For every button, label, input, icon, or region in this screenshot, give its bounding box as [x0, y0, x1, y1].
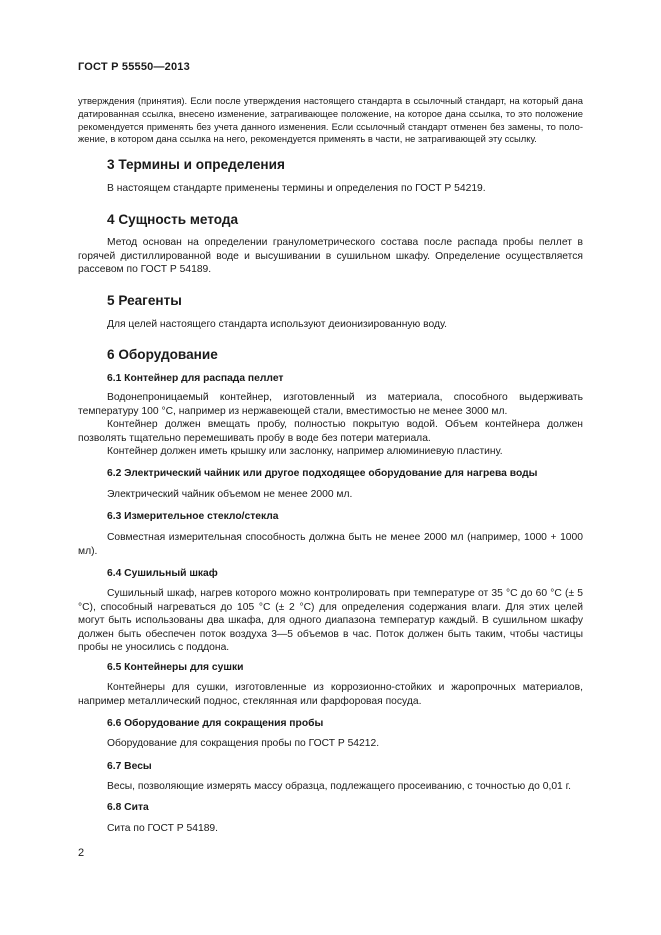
page-number: 2	[78, 847, 85, 859]
section-6-3-text: Совместная измерительная способность должна быть не менее 2000 мл (например, 1000 + 1000 мл).	[78, 532, 583, 557]
intro-paragraph	[78, 95, 583, 146]
section-6-6-body	[78, 737, 583, 751]
section-6-5-body	[78, 681, 583, 708]
section-6-3-title: 6.3 Измерительное стекло/стекла	[107, 511, 279, 522]
section-6-1-title: 6.1 Контейнер для распада пеллет	[107, 373, 284, 384]
section-6-5-title: 6.5 Контейнеры для сушки	[107, 662, 244, 673]
section-6-1-p1: Водонепроницаемый контейнер, изготовленный из материала, способного выдерживать температуру 100 °С, например из нержавеющей стали, вместимостью не менее 3000 мл.	[78, 392, 583, 417]
section-6-6-title: 6.6 Оборудование для сокращения пробы	[107, 718, 324, 729]
section-6-7-body	[78, 780, 583, 794]
section-6-6-text: Оборудование для сокращения пробы по ГОСТ Р 54212.	[107, 738, 380, 749]
section-6-title: 6 Оборудование	[107, 347, 218, 362]
section-6-3-body	[78, 531, 583, 558]
section-5-body	[78, 318, 583, 332]
standard-header: ГОСТ Р 55550—2013	[78, 61, 190, 73]
section-6-8-title: 6.8 Сита	[107, 802, 149, 813]
section-6-1-p3: Контейнер должен иметь крышку или заслонку, например алюминиевую пластину.	[107, 446, 503, 458]
intro-text: утверждения (принятия). Если после утверждения настоящего стандарта в ссылочный стандарт, на который дана датированная ссылка, внесено изменение, затрагивающее положение, на которое дана ссылка, то это положение рекомендуется применять без учета данного изменения. Если ссылочный стандарт отменен без замены, то поло-жение, в котором дана ссылка на него, рекомендуется применять в части, не затрагивающей эту ссылку.	[78, 95, 583, 145]
section-6-4-title: 6.4 Сушильный шкаф	[107, 568, 218, 579]
section-6-7-title: 6.7 Весы	[107, 761, 152, 772]
section-6-2-text: Электрический чайник объемом не менее 2000 мл.	[107, 489, 353, 500]
section-6-4-body	[78, 587, 583, 655]
section-3-text: В настоящем стандарте применены термины и определения по ГОСТ Р 54219.	[107, 183, 486, 194]
section-3-body	[78, 182, 583, 196]
section-4-text: Метод основан на определении гранулометрического состава после распада пробы пеллет в горячей дистиллированной воде и высушивании в сушильном шкафу. Определение осуществляется рассевом по ГОСТ Р 54189.	[78, 237, 583, 276]
section-6-8-body	[78, 822, 583, 836]
section-4-title: 4 Сущность метода	[107, 212, 239, 227]
section-6-1-p2: Контейнер должен вмещать пробу, полностью покрытую водой. Объем контейнера должен позволять тщательно перемешивать пробу в воде без потери материала.	[78, 419, 583, 444]
section-6-2-title: 6.2 Электрический чайник или другое подходящее оборудование для нагрева воды	[107, 468, 538, 479]
section-6-4-text: Сушильный шкаф, нагрев которого можно контролировать при температуре от 35 °С до 60 °С (± 5 °С), способный нагреваться до 105 °С (± 2 °С) для определения содержания влаги. Для этих целей могут быть использованы два шкафа, для одного диапазона температур каждый. В сушильном шкафу должен быть обеспечен поток воздуха 3—5 объемов в час. Поток должен быть таким, чтобы частицы пробы не уносились с поддона.	[78, 588, 583, 654]
section-4-body	[78, 236, 583, 277]
section-6-7-text: Весы, позволяющие измерять массу образца, подлежащего просеиванию, с точностью до 0,01 г.	[107, 781, 571, 792]
section-6-1-body	[78, 391, 583, 459]
section-3-title: 3 Термины и определения	[107, 157, 285, 172]
section-5-title: 5 Реагенты	[107, 293, 182, 308]
section-6-5-text: Контейнеры для сушки, изготовленные из коррозионно-стойких и жаропрочных материалов, например металлический поднос, стеклянная или фарфоровая посуда.	[78, 682, 583, 707]
section-6-2-body	[78, 488, 583, 502]
section-5-text: Для целей настоящего стандарта используют деионизированную воду.	[107, 319, 447, 330]
section-6-8-text: Сита по ГОСТ Р 54189.	[107, 823, 219, 834]
